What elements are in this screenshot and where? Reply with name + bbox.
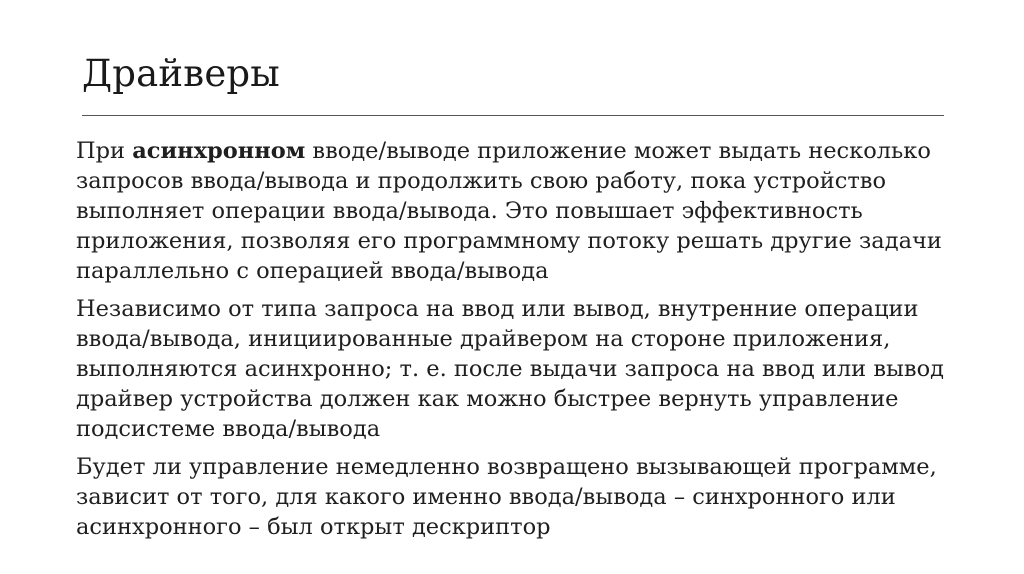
slide-title: Драйверы	[82, 52, 280, 95]
paragraph-1-rest: вводе/выводе приложение может выдать несколько запросов ввода/вывода и продолжить свою работу, пока устройство выполняет операции ввода/вывода. Это повышает эффективность приложения, позволяя его программному потоку решать другие задачи параллельно с операцией ввода/вывода	[76, 138, 942, 284]
slide-body	[76, 136, 956, 550]
paragraph-1-bold-term: асинхронном	[132, 138, 306, 164]
paragraph-1-lead: При	[76, 138, 133, 164]
paragraph-2: Независимо от типа запроса на ввод или вывод, внутренние операции ввода/вывода, инициированные драйвером на стороне приложения, выполняются асинхронно; т. е. после выдачи запроса на ввод или вывод драйвер устройства должен как можно быстрее вернуть управление подсистеме ввода/вывода	[76, 296, 944, 442]
paragraph-1	[76, 136, 956, 286]
paragraph-3: Будет ли управление немедленно возвращено вызывающей программе, зависит от того, для какого именно ввода/вывода – синхронного или асинхронного – был открыт дескриптор	[76, 454, 937, 540]
title-divider	[82, 115, 944, 116]
